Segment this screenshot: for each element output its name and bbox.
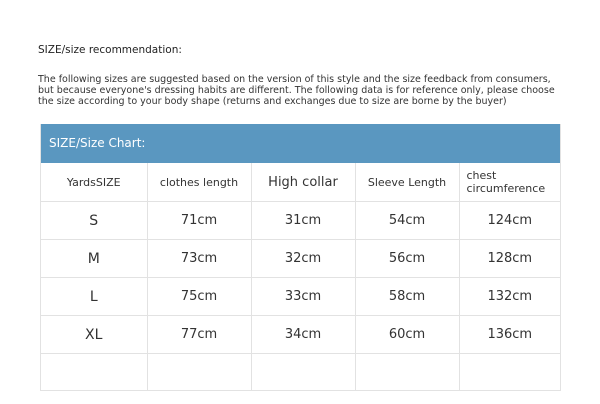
empty-cell	[251, 354, 355, 391]
intro-paragraph	[38, 74, 568, 107]
table-row-empty	[41, 354, 560, 391]
size-table	[41, 163, 560, 390]
cell-clothes-length: 75cm	[147, 278, 251, 316]
cell-high-collar: 34cm	[251, 316, 355, 354]
empty-cell	[41, 354, 147, 391]
cell-high-collar: 32cm	[251, 240, 355, 278]
cell-chest: 132cm	[459, 278, 560, 316]
column-header-clothes-length: clothes length	[147, 163, 251, 202]
cell-high-collar: 31cm	[251, 202, 355, 240]
cell-sleeve-length: 60cm	[355, 316, 459, 354]
table-row	[41, 240, 560, 278]
chest-header-line: circumference	[466, 182, 546, 195]
cell-size: M	[41, 240, 147, 278]
empty-cell	[459, 354, 560, 391]
column-header-chest-circumference	[459, 163, 560, 202]
cell-chest: 124cm	[459, 202, 560, 240]
chest-header-line: chest	[466, 169, 497, 182]
size-chart	[40, 124, 561, 391]
empty-cell	[355, 354, 459, 391]
page-heading: SIZE/size recommendation:	[38, 44, 182, 56]
empty-cell	[147, 354, 251, 391]
cell-size: L	[41, 278, 147, 316]
cell-chest: 136cm	[459, 316, 560, 354]
intro-line: The following sizes are suggested based on the version of this style and the size feedback from consumers,	[38, 74, 551, 85]
intro-line: the size according to your body shape (returns and exchanges due to size are borne by the buyer)	[38, 96, 507, 107]
table-row	[41, 278, 560, 316]
table-row	[41, 202, 560, 240]
size-chart-title: SIZE/Size Chart:	[41, 124, 560, 163]
intro-line: but because everyone's dressing habits are different. The following data is for reference only, please choose	[38, 85, 555, 96]
cell-size: XL	[41, 316, 147, 354]
cell-sleeve-length: 56cm	[355, 240, 459, 278]
cell-high-collar: 33cm	[251, 278, 355, 316]
column-header-yards-size: YardsSIZE	[41, 163, 147, 202]
column-header-high-collar: High collar	[251, 163, 355, 202]
cell-sleeve-length: 54cm	[355, 202, 459, 240]
cell-clothes-length: 71cm	[147, 202, 251, 240]
cell-clothes-length: 77cm	[147, 316, 251, 354]
cell-sleeve-length: 58cm	[355, 278, 459, 316]
column-header-sleeve-length: Sleeve Length	[355, 163, 459, 202]
cell-chest: 128cm	[459, 240, 560, 278]
table-header-row	[41, 163, 560, 202]
cell-clothes-length: 73cm	[147, 240, 251, 278]
table-row	[41, 316, 560, 354]
cell-size: S	[41, 202, 147, 240]
